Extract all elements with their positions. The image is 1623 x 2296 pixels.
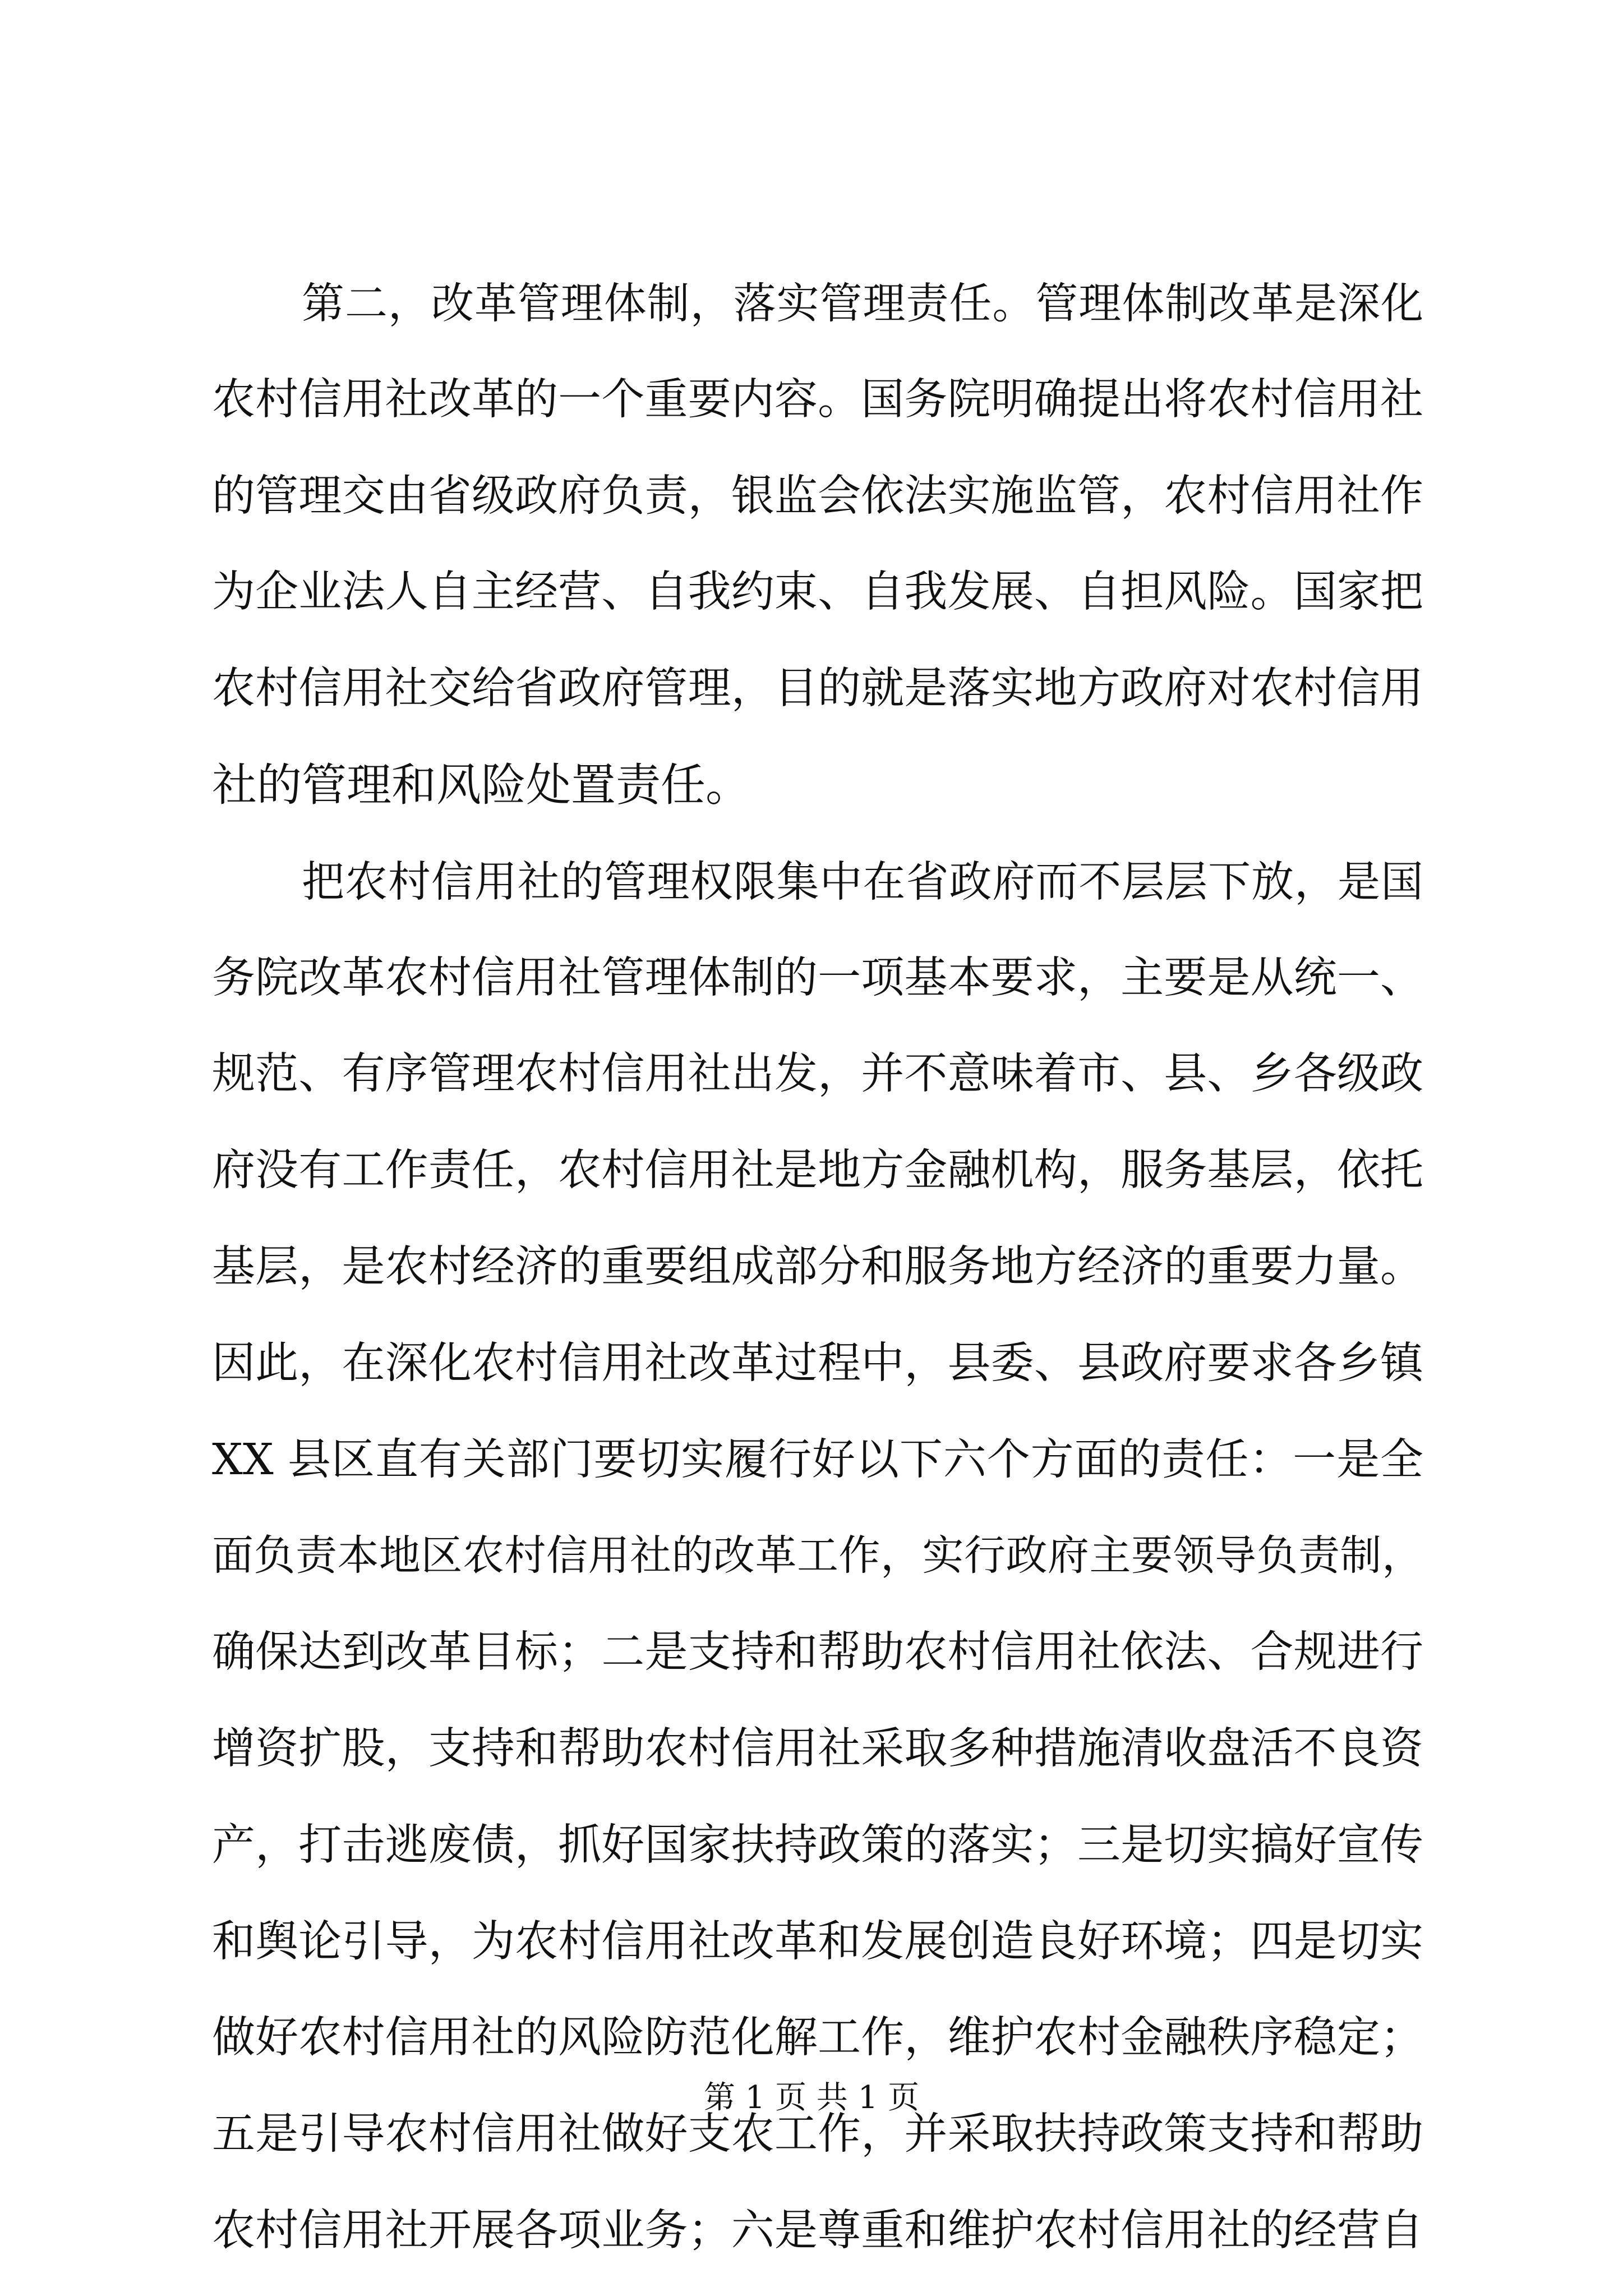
paragraph-line: 五是引导农村信用社做好支农工作，并采取扶持政策支持和帮助 xyxy=(212,2109,1423,2160)
paragraph-line: 确保达到改革目标；二是支持和帮助农村信用社依法、合规进行 xyxy=(212,1627,1423,1678)
paragraph-line: 府没有工作责任，农村信用社是地方金融机构，服务基层，依托 xyxy=(212,1145,1423,1196)
paragraph-line: 和舆论引导，为农村信用社改革和发展创造良好环境；四是切实 xyxy=(212,1916,1423,1967)
paragraph-line: 增资扩股，支持和帮助农村信用社采取多种措施清收盘活不良资 xyxy=(212,1723,1423,1774)
paragraph-line: 务院改革农村信用社管理体制的一项基本要求，主要是从统一、 xyxy=(212,953,1423,1003)
paragraph-line: 农村信用社交给省政府管理，目的就是落实地方政府对农村信用 xyxy=(212,664,1423,714)
paragraph-line: 面负责本地区农村信用社的改革工作，实行政府主要领导负责制， xyxy=(212,1531,1423,1580)
paragraph-line: 做好农村信用社的风险防范化解工作，维护农村金融秩序稳定； xyxy=(212,2013,1423,2063)
paragraph-line: 的管理交由省级政府负责，银监会依法实施监管，农村信用社作 xyxy=(212,471,1423,521)
document-body xyxy=(212,255,1423,2279)
paragraph-line: 因此，在深化农村信用社改革过程中，县委、县政府要求各乡镇 xyxy=(212,1338,1423,1388)
paragraph-line: 产，打击逃废债，抓好国家扶持政策的落实；三是切实搞好宣传 xyxy=(212,1820,1423,1870)
paragraph-line: 基层，是农村经济的重要组成部分和服务地方经济的重要力量。 xyxy=(212,1241,1423,1292)
paragraph-line: 规范、有序管理农村信用社出发，并不意味着市、县、乡各级政 xyxy=(212,1049,1423,1099)
paragraph-line: 社的管理和风险处置责任。 xyxy=(212,758,750,811)
page-footer: 第 1 页 共 1 页 xyxy=(703,2079,920,2116)
paragraph-line: 把农村信用社的管理权限集中在省政府而不层层下放，是国 xyxy=(302,856,1423,907)
paragraph-line: 第二，改革管理体制，落实管理责任。管理体制改革是深化 xyxy=(302,278,1423,328)
paragraph-line: 为企业法人自主经营、自我约束、自我发展、自担风险。国家把 xyxy=(212,567,1423,618)
paragraph-line: 农村信用社开展各项业务；六是尊重和维护农村信用社的经营自 xyxy=(212,2205,1423,2256)
paragraph-line: 农村信用社改革的一个重要内容。国务院明确提出将农村信用社 xyxy=(212,374,1423,425)
paragraph-line: XX 县区直有关部门要切实履行好以下六个方面的责任：一是全 xyxy=(212,1434,1423,1485)
